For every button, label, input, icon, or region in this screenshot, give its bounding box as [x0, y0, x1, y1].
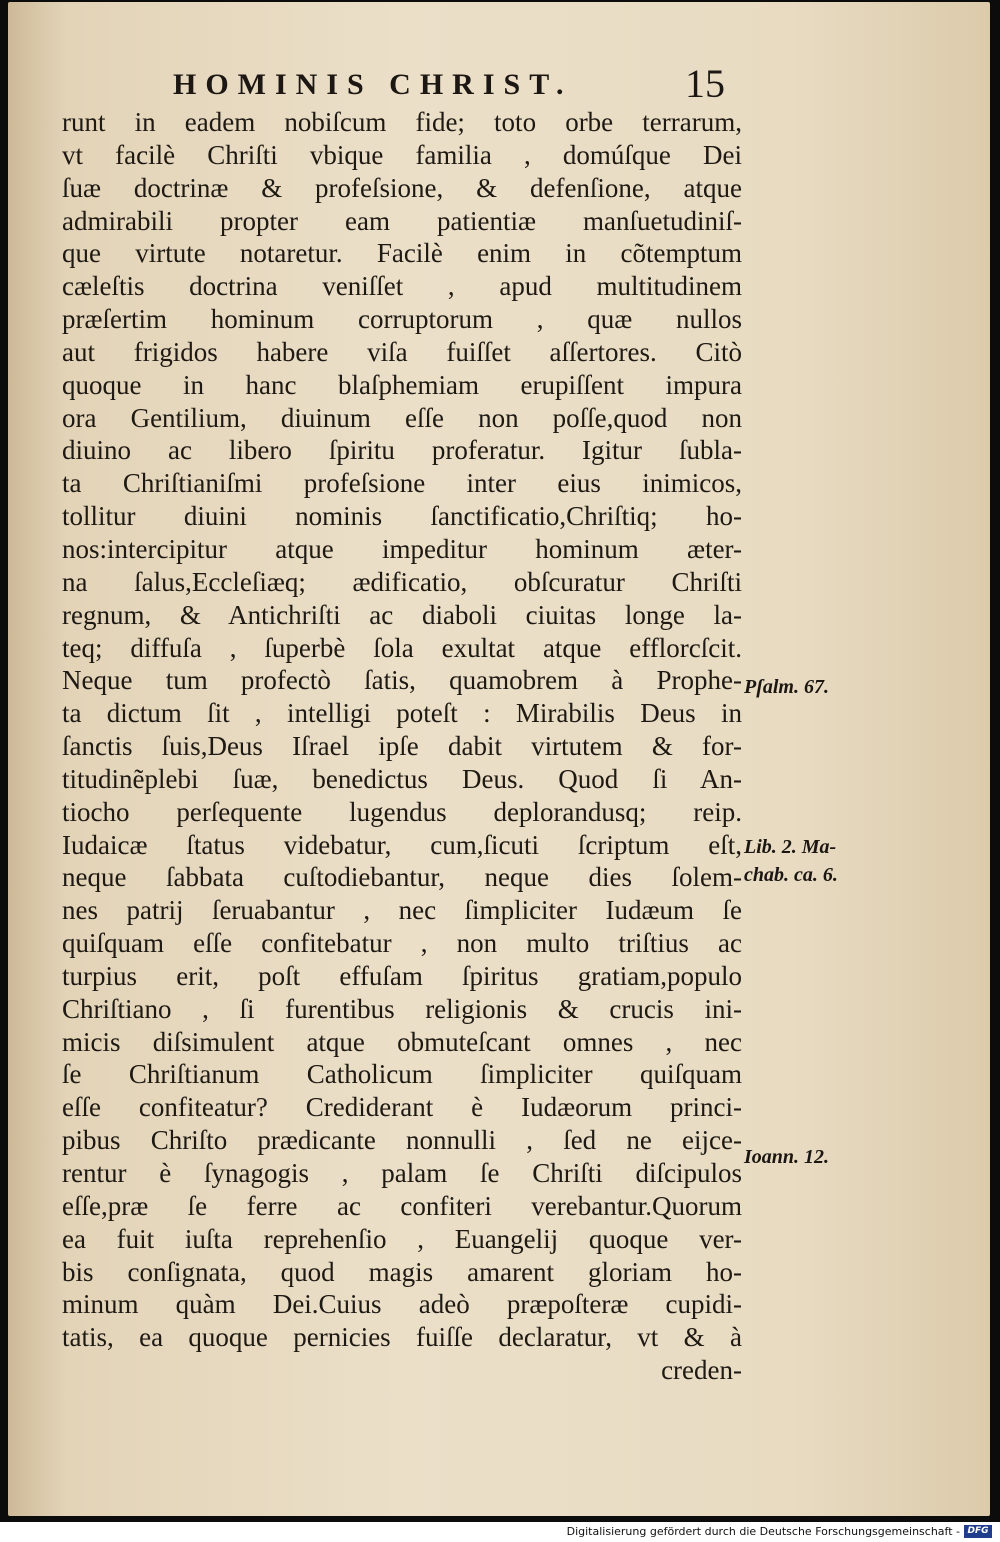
book-page: [8, 2, 990, 1516]
text-line: Neque tum profectò ſatis, quamobrem à Prophe-: [62, 665, 742, 696]
marginal-note-maccabees-2: chab. ca. 6.: [744, 864, 838, 886]
text-line: vt facilè Chriſti vbique familia , domúſque Dei: [62, 139, 742, 170]
text-line: que virtute notaretur. Facilè enim in cõtemptum: [62, 238, 742, 269]
text-line: Iudaicæ ſtatus videbatur, cum,ſicuti ſcriptum eſt,: [62, 829, 742, 860]
text-line: pibus Chriſto prædicante nonnulli , ſed ne eijce-: [62, 1125, 742, 1156]
text-line: nes patrij ſeruabantur , nec ſimpliciter Iudæum ſe: [62, 895, 742, 926]
running-title: HOMINIS CHRIST.: [173, 68, 573, 101]
text-line: quoque in hanc blaſphemiam erupiſſent impura: [62, 369, 742, 400]
running-head: [173, 61, 733, 108]
text-line: bis conſignata, quod magis amarent gloriam ho-: [62, 1256, 742, 1287]
text-line: rentur è ſynagogis , palam ſe Chriſti diſcipulos: [62, 1158, 742, 1188]
text-line: regnum, & Antichriſti ac diaboli ciuitas longe la-: [62, 599, 742, 630]
text-line: aut frigidos habere viſa fuiſſet aſſertores. Citò: [62, 336, 742, 367]
dfg-logo: DFG: [964, 1525, 992, 1538]
catchword: creden-: [661, 1355, 742, 1386]
marginal-note-john: Ioann. 12.: [744, 1146, 830, 1168]
text-line: tollitur diuini nominis ſanctificatio,Chriſtiq; ho-: [62, 501, 742, 532]
text-line: ſuæ doctrinæ & profeſsione, & defenſione, atque: [62, 172, 742, 203]
text-line: ea fuit iuſta reprehenſio , Euangelij quoque ver-: [62, 1223, 742, 1254]
text-line: cæleſtis doctrina veniſſet , apud multitudinem: [62, 271, 742, 302]
text-line: tatis, ea quoque pernicies fuiſſe declaratur, vt & à: [62, 1322, 742, 1353]
text-line: ta dictum ſit , intelligi poteſt : Mirabilis Deus in: [62, 698, 742, 729]
text-line: titudinẽplebi ſuæ, benedictus Deus. Quod ſi An-: [62, 763, 742, 794]
text-line: runt in eadem nobiſcum fide; toto orbe terrarum,: [62, 107, 742, 137]
text-line: eſſe,præ ſe ferre ac confiteri verebantur.Quorum: [62, 1190, 742, 1221]
body-text: [62, 106, 742, 1387]
text-line: na ſalus,Eccleſiæq; ædificatio, obſcuratur Chriſti: [62, 566, 742, 597]
text-line: micis diſsimulent atque obmuteſcant omnes , nec: [62, 1026, 742, 1057]
text-line: ora Gentilium, diuinum eſſe non poſſe,quod non: [62, 402, 742, 433]
marginal-note-psalm: Pſalm. 67.: [744, 676, 829, 698]
text-line: teq; diffuſa , ſuperbè ſola exultat atque efflorcſcit.: [62, 632, 742, 663]
text-line: eſſe confiteatur? Crediderant è Iudæorum princi-: [62, 1092, 742, 1123]
text-line: quiſquam eſſe confitebatur , non multo triſtius ac: [62, 928, 742, 959]
funding-credit: Digitalisierung gefördert durch die Deutsche Forschungsgemeinschaft -: [566, 1525, 960, 1538]
text-line: ta Chriſtianiſmi profeſsione inter eius inimicos,: [62, 468, 742, 499]
marginal-note-maccabees-1: Lib. 2. Ma-: [744, 836, 837, 858]
text-line: nos:intercipitur atque impeditur hominum æter-: [62, 533, 742, 564]
text-line: Chriſtiano , ſi furentibus religionis & crucis ini-: [62, 993, 742, 1024]
page-number: 15: [685, 61, 725, 106]
text-line: neque ſabbata cuſtodiebantur, neque dies ſolem-: [62, 862, 742, 893]
text-line: ſe Chriſtianum Catholicum ſimpliciter quiſquam: [62, 1059, 742, 1090]
text-line: ſanctis ſuis,Deus Iſrael ipſe dabit virtutem & for-: [62, 731, 742, 762]
digitization-footer: [0, 1522, 1000, 1542]
text-line: turpius erit, poſt effuſam ſpiritus gratiam,populo: [62, 960, 742, 991]
text-line: præſertim hominum corruptorum , quæ nullos: [62, 304, 742, 335]
text-line: minum quàm Dei.Cuius adeò præpoſteræ cupidi-: [62, 1289, 742, 1320]
text-line: tiocho perſequente lugendus deplorandusq; reip.: [62, 796, 742, 827]
text-line: admirabili propter eam patientiæ manſuetudiniſ-: [62, 205, 742, 236]
text-line: diuino ac libero ſpiritu proferatur. Igitur ſubla-: [62, 435, 742, 466]
